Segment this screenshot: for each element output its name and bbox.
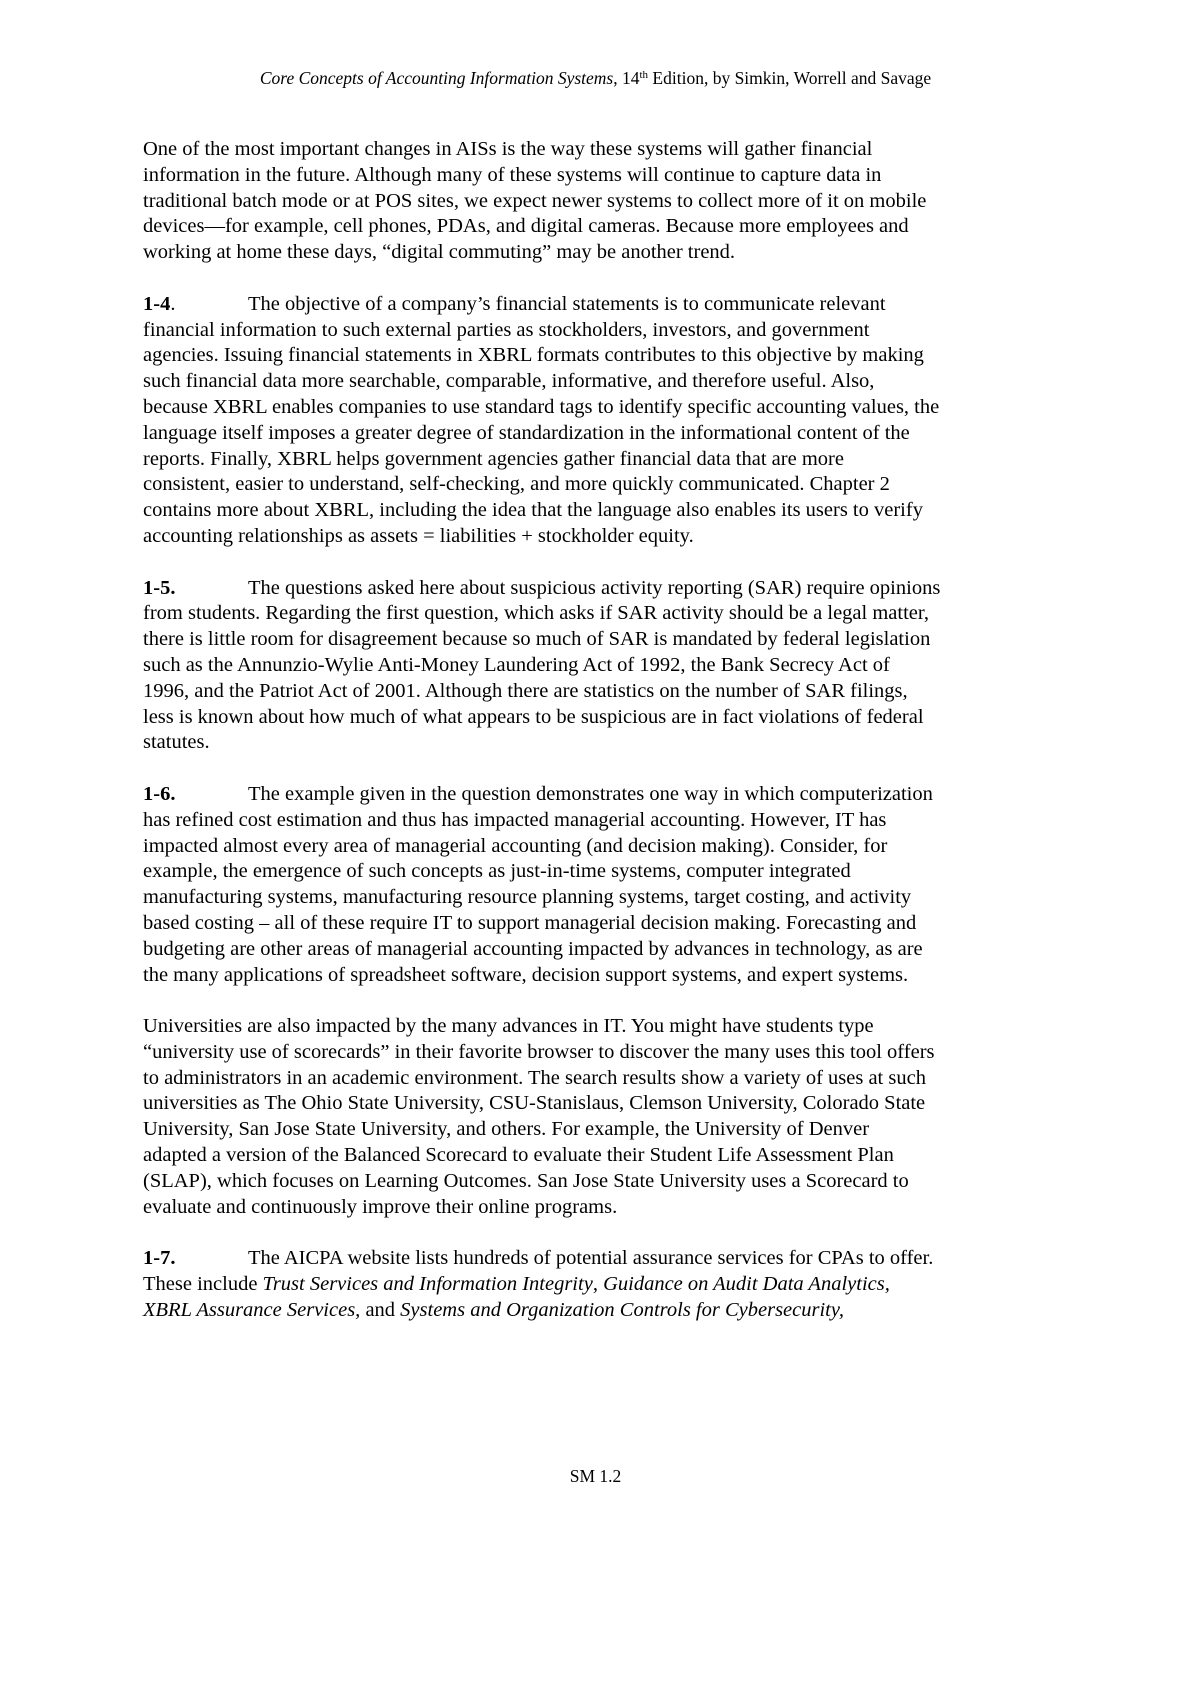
text-line: because XBRL enables companies to use standard tags to identify specific accounting values, the [143, 395, 940, 418]
answer-1-5 [143, 576, 1083, 757]
service-name: Trust Services and Information Integrity [262, 1273, 593, 1296]
running-header [0, 68, 1191, 89]
text-line: universities as The Ohio State University, CSU-Stanislaus, Clemson University, Colorado State [143, 1092, 926, 1115]
intro-paragraph [143, 137, 1083, 266]
page-number: SM 1.2 [569, 1466, 622, 1486]
text-line: to administrators in an academic environment. The search results show a variety of uses at such [143, 1066, 926, 1089]
service-name: Systems and Organization Controls for Cybersecurity, [400, 1298, 844, 1321]
text-line: Universities are also impacted by the many advances in IT. You might have students type [143, 1015, 874, 1038]
text-line: The example given in the question demonstrates one way in which computerization [248, 782, 933, 805]
text-line: adapted a version of the Balanced Scorecard to evaluate their Student Life Assessment Plan [143, 1144, 894, 1167]
text-line: budgeting are other areas of managerial accounting impacted by advances in technology, as are [143, 937, 923, 960]
edition-authors: Edition, by Simkin, Worrell and Savage [648, 68, 932, 88]
text-line: evaluate and continuously improve their online programs. [143, 1195, 618, 1218]
text-line: The questions asked here about suspicious activity reporting (SAR) require opinions [248, 576, 941, 599]
text-line: such financial data more searchable, comparable, informative, and therefore useful. Also, [143, 370, 875, 393]
text-line: (SLAP), which focuses on Learning Outcomes. San Jose State University uses a Scorecard to [143, 1169, 909, 1192]
universities-paragraph [143, 1014, 1083, 1220]
text-line: financial information to such external parties as stockholders, investors, and government [143, 318, 870, 341]
answer-1-6 [143, 782, 1083, 988]
text-segment: and [360, 1298, 401, 1321]
question-number: 1-7. [143, 1247, 176, 1270]
text-line [143, 1272, 1083, 1298]
text-line [143, 1298, 1083, 1324]
text-line: One of the most important changes in AISs is the way these systems will gather financial [143, 138, 873, 160]
edition-suffix: th [639, 69, 649, 81]
question-number [143, 292, 248, 318]
text-line: The AICPA website lists hundreds of potential assurance services for CPAs to offer. [248, 1247, 934, 1270]
text-line: “university use of scorecards” in their favorite browser to discover the many uses this tool offers [143, 1040, 935, 1063]
text-segment: , [884, 1273, 890, 1296]
text-segment: , [592, 1273, 604, 1296]
text-line: The objective of a company’s financial statements is to communicate relevant [248, 292, 886, 315]
answer-1-4 [143, 292, 1083, 550]
question-number-text: 1-4 [143, 292, 171, 315]
service-name: XBRL Assurance Services, [143, 1298, 361, 1321]
text-line: contains more about XBRL, including the idea that the language also enables its users to verify [143, 499, 923, 522]
text-line: statutes. [143, 731, 210, 754]
text-line: information in the future. Although many of these systems will continue to capture data in [143, 163, 882, 186]
text-line: there is little room for disagreement because so much of SAR is mandated by federal legislation [143, 628, 931, 651]
question-number: 1-5. [143, 576, 176, 599]
question-number: 1-6. [143, 782, 176, 805]
page-footer [0, 1466, 1191, 1487]
question-number-dot: . [170, 292, 176, 315]
edition-number: 14 [621, 68, 640, 88]
text-line: impacted almost every area of managerial accounting (and decision making). Consider, for [143, 834, 888, 857]
text-line: has refined cost estimation and thus has impacted managerial accounting. However, IT has [143, 808, 887, 831]
text-line: devices—for example, cell phones, PDAs, and digital cameras. Because more employees and [143, 215, 909, 238]
service-name: Guidance on Audit Data Analytics [603, 1273, 885, 1296]
text-line: working at home these days, “digital commuting” may be another trend. [143, 241, 736, 264]
text-line: University, San Jose State University, and others. For example, the University of Denver [143, 1118, 870, 1141]
text-line: agencies. Issuing financial statements in XBRL formats contributes to this objective by making [143, 344, 924, 367]
text-line: less is known about how much of what appears to be suspicious are in fact violations of federal [143, 705, 924, 728]
text-line: based costing – all of these require IT to support managerial decision making. Forecasting and [143, 911, 917, 934]
text-line: the many applications of spreadsheet software, decision support systems, and expert systems. [143, 963, 909, 986]
text-line: reports. Finally, XBRL helps government agencies gather financial data that are more [143, 447, 844, 470]
text-line: language itself imposes a greater degree of standardization in the informational content of the [143, 421, 910, 444]
page-body [143, 137, 1083, 1349]
text-line: consistent, easier to understand, self-checking, and more quickly communicated. Chapter 2 [143, 473, 890, 496]
text-line: 1996, and the Patriot Act of 2001. Although there are statistics on the number of SAR filings, [143, 679, 908, 702]
text-line: example, the emergence of such concepts as just-in-time systems, computer integrated [143, 860, 851, 883]
text-line: accounting relationships as assets = liabilities + stockholder equity. [143, 524, 694, 547]
header-separator: , [613, 68, 622, 88]
answer-1-7 [143, 1246, 1083, 1323]
text-segment: These include [143, 1273, 263, 1296]
text-line: from students. Regarding the first question, which asks if SAR activity should be a legal matter, [143, 602, 930, 625]
text-line: manufacturing systems, manufacturing resource planning systems, target costing, and activity [143, 886, 912, 909]
book-title: Core Concepts of Accounting Information Systems [259, 68, 614, 88]
text-line: such as the Annunzio-Wylie Anti-Money Laundering Act of 1992, the Bank Secrecy Act of [143, 653, 890, 676]
text-line: traditional batch mode or at POS sites, we expect newer systems to collect more of it on mobile [143, 189, 927, 212]
